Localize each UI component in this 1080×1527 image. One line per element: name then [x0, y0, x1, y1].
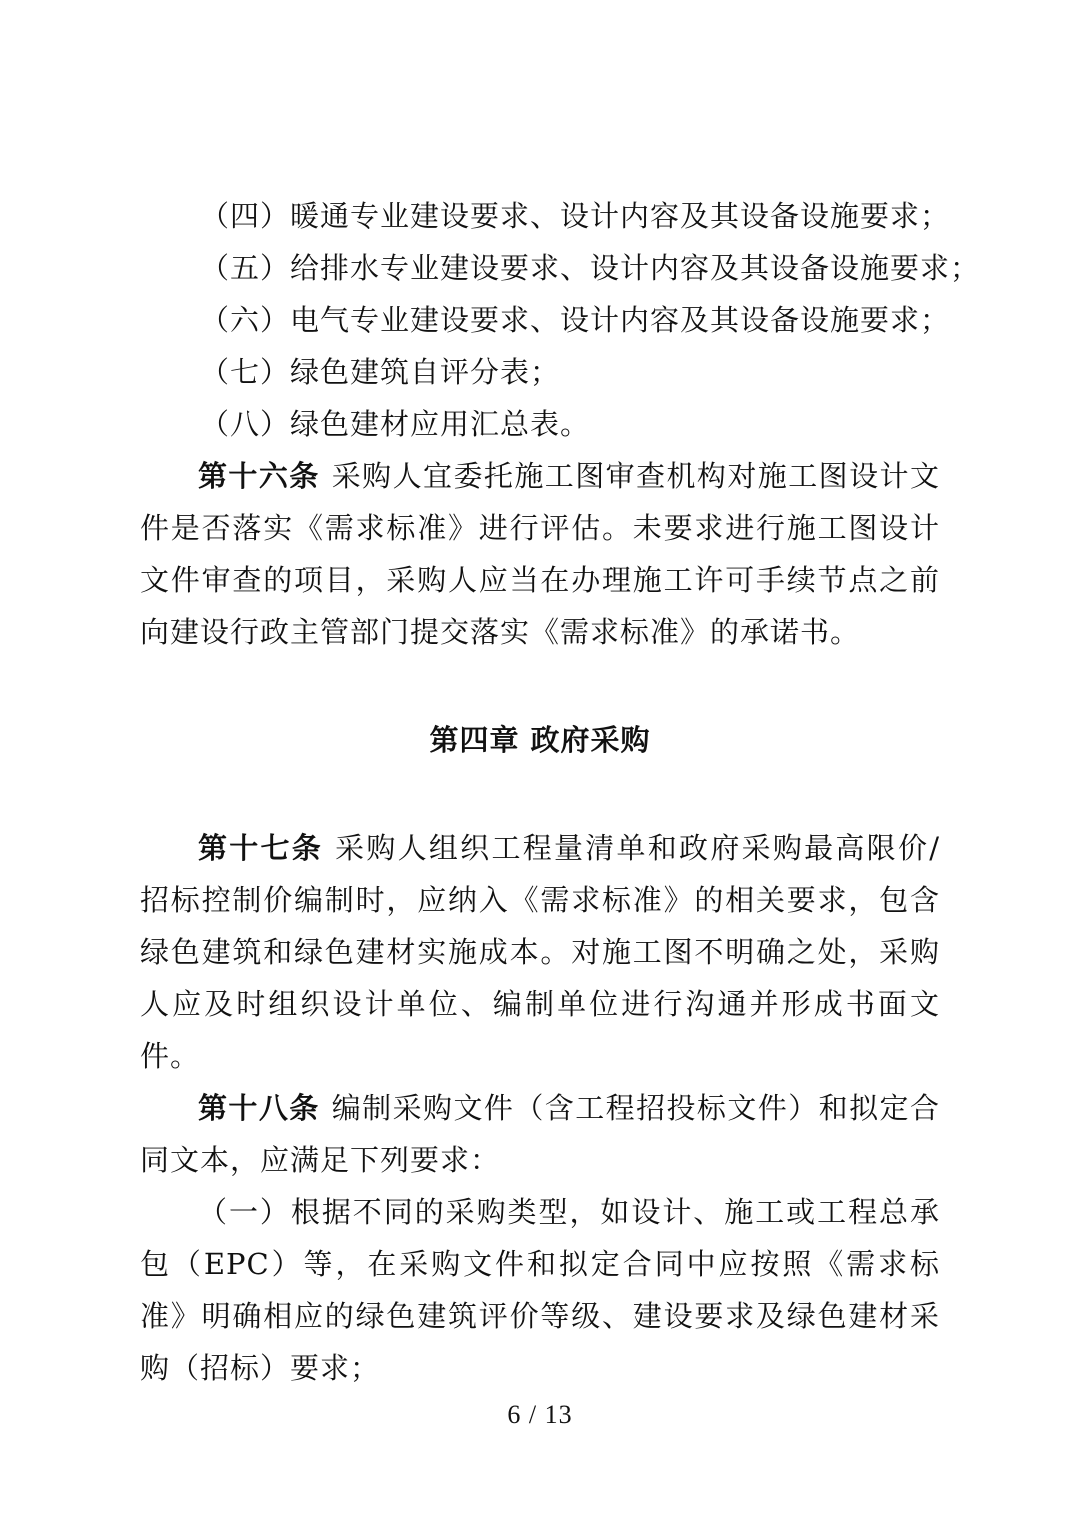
list-item-7: （七）绿色建筑自评分表； [200, 355, 561, 389]
list-item-8: （八）绿色建材应用汇总表。 [200, 407, 591, 441]
article-17-body: 采购人组织工程量清单和政府采购最高限价/招标控制价编制时，应纳入《需求标准》的相关要求，包含绿色建筑和绿色建材实施成本。对施工图不明确之处，采购人应及时组织设计单位、编制单位进行沟通并形成书面文件。 [140, 831, 940, 1073]
article-16 [140, 450, 940, 658]
article-16-heading: 第十六条 [198, 459, 320, 493]
list-item-4: （四）暖通专业建设要求、设计内容及其设备设施要求； [200, 199, 951, 233]
article-18 [140, 1082, 940, 1186]
article-18-body: 编制采购文件（含工程招投标文件）和拟定合同文本，应满足下列要求： [140, 1091, 940, 1177]
article-17 [140, 822, 940, 1082]
list-item-6: （六）电气专业建设要求、设计内容及其设备设施要求； [200, 303, 951, 337]
page-content [140, 190, 981, 1394]
article-18-heading: 第十八条 [198, 1091, 320, 1125]
article-18-sub-item-1: （一）根据不同的采购类型，如设计、施工或工程总承包（EPC）等，在采购文件和拟定合同中应按照《需求标准》明确相应的绿色建筑评价等级、建设要求及绿色建材采购（招标）要求； [140, 1195, 940, 1385]
article-16-body: 采购人宜委托施工图审查机构对施工图设计文件是否落实《需求标准》进行评估。未要求进行施工图设计文件审查的项目，采购人应当在办理施工许可手续节点之前向建设行政主管部门提交落实《需求标准》的承诺书。 [140, 459, 940, 649]
page-number: 6 / 13 [507, 1400, 573, 1429]
list-item-5: （五）给排水专业建设要求、设计内容及其设备设施要求； [200, 251, 981, 285]
article-17-heading: 第十七条 [198, 831, 324, 865]
chapter-title: 第四章 政府采购 [429, 723, 651, 757]
